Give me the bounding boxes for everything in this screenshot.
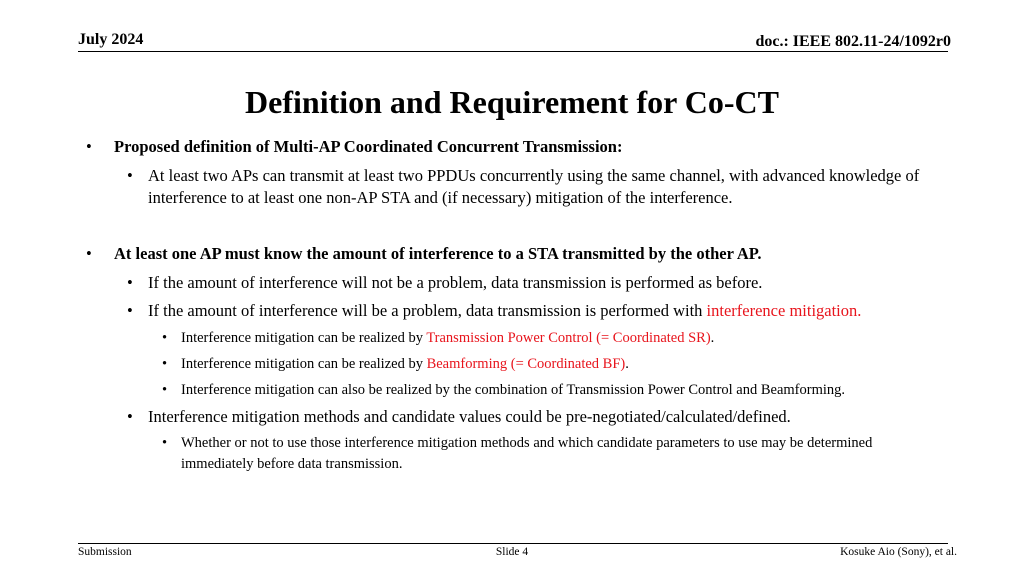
bullet-icon: • bbox=[86, 244, 92, 263]
bullet-combination: • Interference mitigation can also be realized by the combination of Transmission Power Control and Beamforming. bbox=[162, 380, 962, 401]
bullet-icon: • bbox=[127, 166, 133, 185]
bullet-icon: • bbox=[127, 301, 133, 320]
footer-author: Kosuke Aio (Sony), et al. bbox=[840, 546, 957, 558]
footer-submission: Submission bbox=[78, 546, 132, 558]
bullet-icon: • bbox=[162, 382, 168, 398]
bullet-no-problem: • If the amount of interference will not be a problem, data transmission is performed as before. bbox=[127, 273, 763, 292]
bullet-icon: • bbox=[127, 407, 133, 426]
bullet-definition-detail: • At least two APs can transmit at least two PPDUs concurrently using the same channel, with advanced knowledge of interference to at least one non-AP STA and (if necessary) mitigation of the interference. bbox=[127, 166, 920, 207]
bullet-requirement: • At least one AP must know the amount of interference to a STA transmitted by the other AP. bbox=[86, 244, 762, 263]
bullet-problem: • If the amount of interference will be a problem, data transmission is performed with interference mitigation. bbox=[127, 301, 862, 320]
slide-title: Definition and Requirement for Co-CT bbox=[245, 84, 779, 120]
footer-slide-number: Slide 4 bbox=[495, 546, 529, 558]
bullet-icon: • bbox=[162, 330, 168, 346]
highlight-coordinated-bf: Beamforming (= Coordinated BF) bbox=[426, 356, 626, 372]
bullet-definition: • Proposed definition of Multi-AP Coordinated Concurrent Transmission: bbox=[86, 137, 623, 156]
bullet-icon: • bbox=[162, 356, 168, 372]
bullet-bf: • Interference mitigation can be realized by Beamforming (= Coordinated BF). bbox=[162, 354, 962, 375]
bullet-icon: • bbox=[86, 137, 92, 156]
bullet-icon: • bbox=[162, 435, 168, 451]
highlight-interference-mitigation: interference mitigation bbox=[706, 301, 858, 320]
footer-rule bbox=[78, 543, 948, 544]
header-doc-id: doc.: IEEE 802.11-24/1092r0 bbox=[755, 33, 951, 50]
highlight-coordinated-sr: Transmission Power Control (= Coordinated SR) bbox=[426, 330, 711, 346]
bullet-whether: • Whether or not to use those interference mitigation methods and which candidate parameters to use may be determined immediately before data transmission. bbox=[162, 435, 873, 472]
header-date: July 2024 bbox=[78, 31, 144, 48]
bullet-methods: • Interference mitigation methods and candidate values could be pre-negotiated/calculated/defined. bbox=[127, 407, 791, 426]
header-rule bbox=[78, 51, 948, 52]
bullet-tpc: • Interference mitigation can be realized by Transmission Power Control (= Coordinated SR). bbox=[162, 328, 962, 349]
bullet-icon: • bbox=[127, 273, 133, 292]
